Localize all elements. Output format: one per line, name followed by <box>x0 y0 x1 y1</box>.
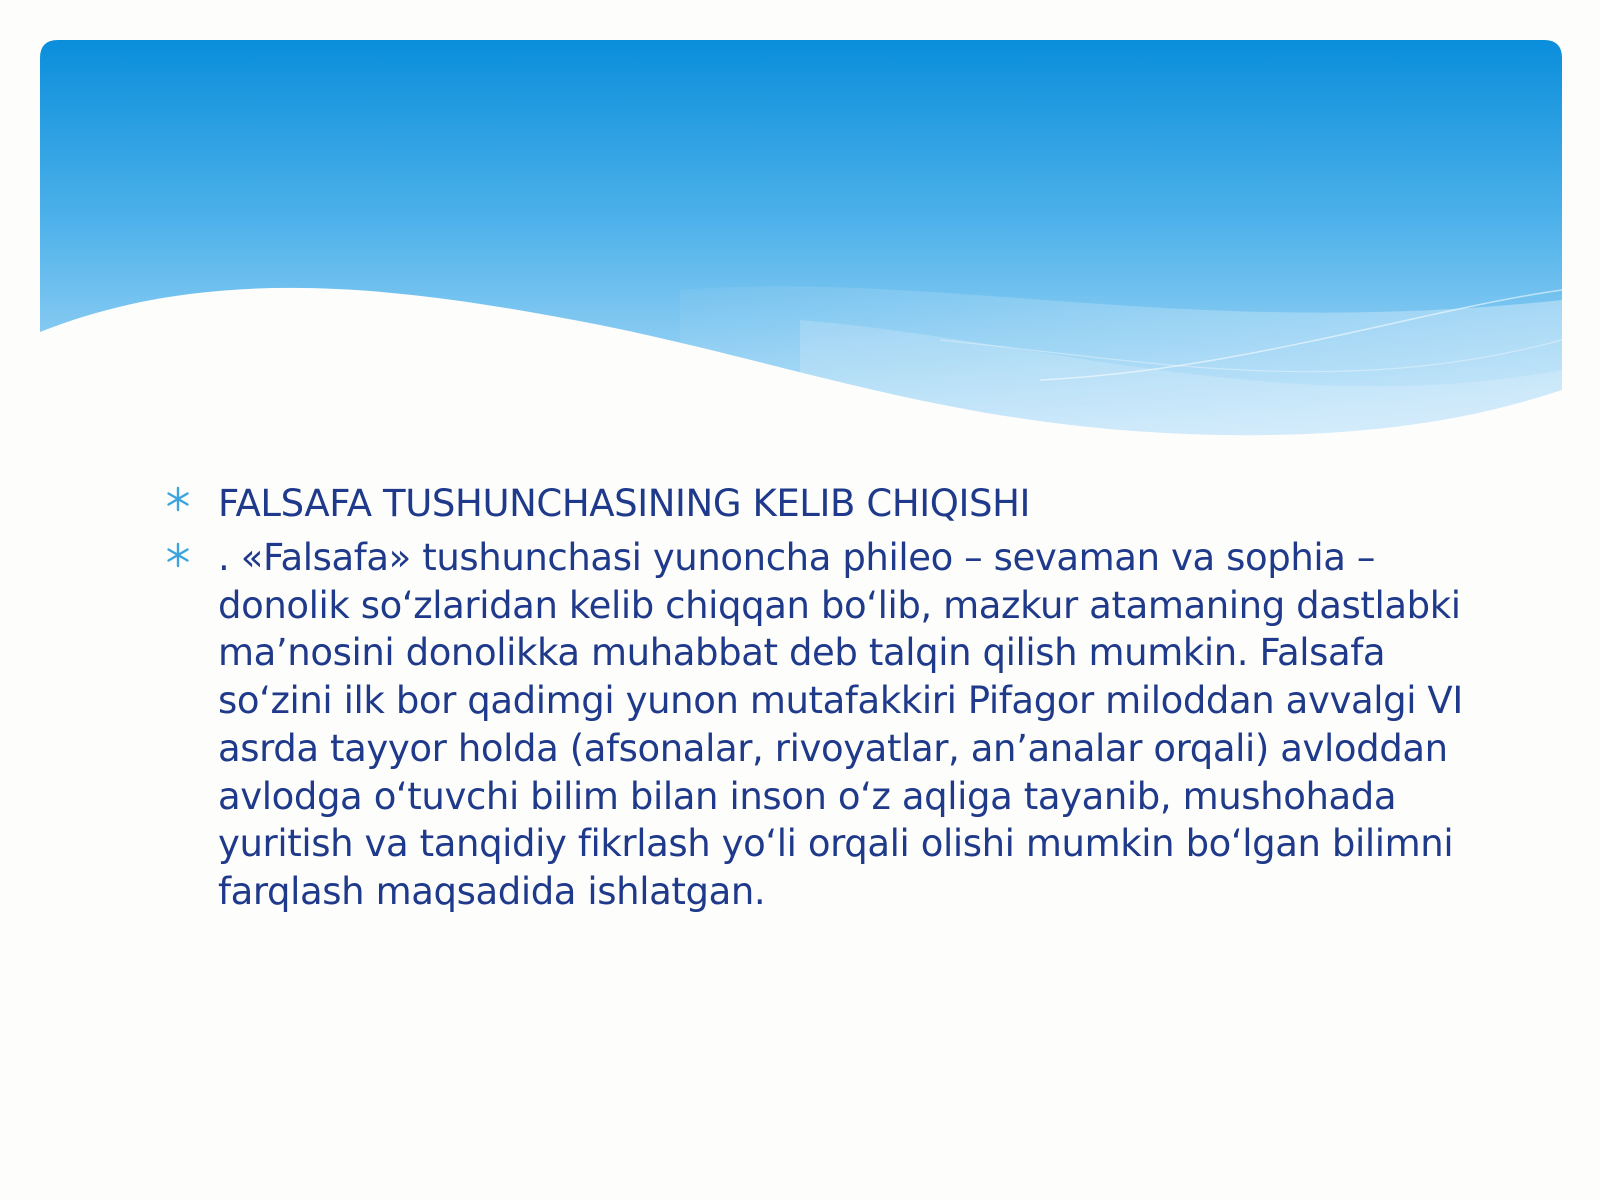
bullet-title-text: FALSAFA TUSHUNCHASINING KELIB CHIQISHI <box>218 482 1031 525</box>
bullet-list <box>165 478 1463 916</box>
star-bullet-icon <box>165 542 191 568</box>
bullet-body-text: . «Falsafa» tushunchasi yunoncha phileo – sevaman va sophia – donolik so‘zlaridan kelib chiqqan bo‘lib, mazkur atamaning dastlabki ma’nosini donolikka muhabbat deb talqin qilish mumkin. Falsafa so‘zini ilk bor qadimgi yunon mutafakkiri Pifagor miloddan avvalgi VI asrda tayyor holda (afsonalar, rivoyatlar, an’analar orqali) avloddan avlodga o‘tuvchi bilim bilan inson o‘z aqliga tayanib, mushohada yuritish va tanqidiy fikrlash yo‘li orqali olishi mumkin bo‘lgan bilimni farqlash maqsadida ishlatgan. <box>218 536 1463 913</box>
header-wave-banner <box>40 40 1562 450</box>
bullet-item-body <box>165 534 1463 916</box>
star-bullet-icon <box>165 486 191 512</box>
bullet-item-title <box>165 478 1455 530</box>
